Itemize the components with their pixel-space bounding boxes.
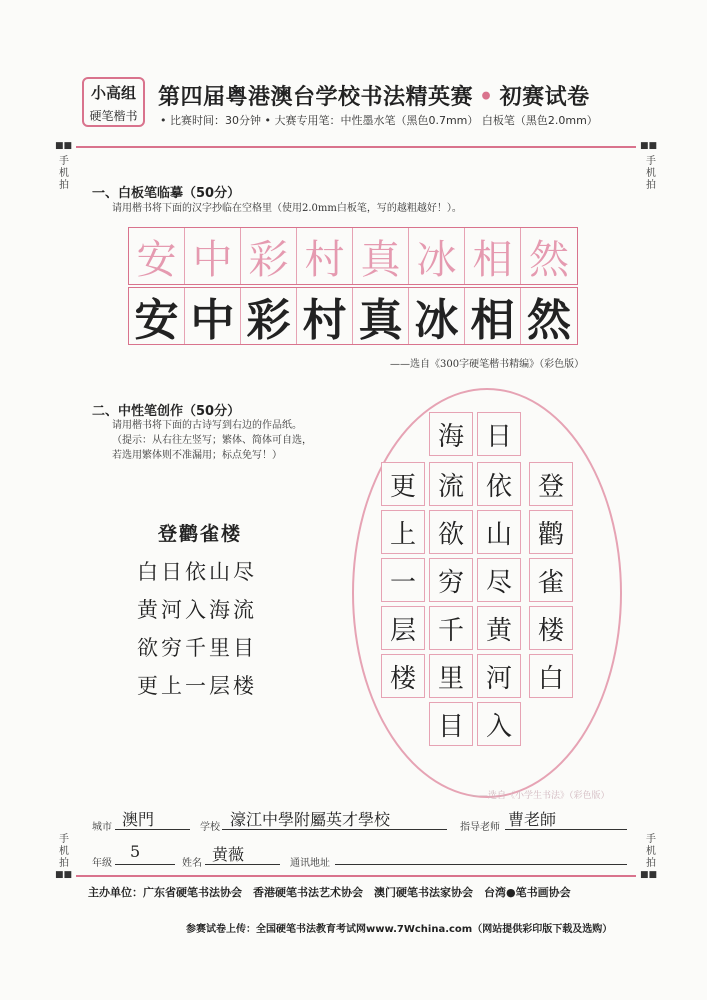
written-char: 村	[297, 288, 353, 344]
artwork-char: 目	[429, 702, 473, 746]
artwork-char: 层	[381, 606, 425, 650]
city-value: 澳門	[122, 810, 155, 829]
model-char: 相	[465, 228, 521, 284]
artwork-char: 一	[381, 558, 425, 602]
school-label: 学校	[200, 822, 220, 833]
artwork-faint-note: ——选自《小学生书法》（彩色版）	[470, 791, 610, 801]
artwork-char: 鹳	[529, 510, 573, 554]
teacher-value: 曹老師	[508, 810, 557, 829]
model-char: 安	[129, 228, 185, 284]
teacher-underline	[505, 829, 627, 830]
city-label: 城市	[92, 822, 112, 833]
title-main: 第四届粤港澳台学校书法精英赛	[158, 84, 474, 110]
model-char: 村	[297, 228, 353, 284]
corner-mark-bl: ■■	[55, 870, 73, 880]
bottom-divider	[76, 875, 636, 877]
corner-mark-tl: ■■	[55, 141, 73, 151]
artwork-char: 河	[477, 654, 521, 698]
group-badge	[82, 77, 145, 127]
artwork-char: 黄	[477, 606, 521, 650]
section2-instructions	[112, 418, 312, 463]
artwork-char: 尽	[477, 558, 521, 602]
school-underline	[222, 829, 447, 830]
poem-line: 黄河入海流	[137, 598, 257, 622]
written-char: 真	[353, 288, 409, 344]
written-char: 中	[185, 288, 241, 344]
artwork-column-1	[529, 462, 573, 698]
poem-title: 登鹳雀楼	[158, 523, 243, 545]
artwork-char: 流	[429, 462, 473, 506]
group-sub-label: 硬笔楷书	[89, 109, 138, 123]
written-char: 安	[129, 288, 185, 344]
artwork-char: 楼	[381, 654, 425, 698]
poem-line: 更上一层楼	[137, 674, 257, 698]
model-char: 中	[185, 228, 241, 284]
written-char: 然	[527, 295, 571, 346]
corner-mark-br: ■■	[640, 870, 658, 880]
address-underline	[335, 864, 627, 865]
side-label-right-bottom: 手机拍	[646, 834, 656, 869]
section1-instruction: 请用楷书将下面的汉字抄临在空格里（使用2.0mm白板笔，写的越粗越好！）。	[112, 203, 462, 214]
name-underline	[205, 864, 280, 865]
artwork-char: 依	[477, 462, 521, 506]
artwork-char: 山	[477, 510, 521, 554]
artwork-char: 登	[529, 462, 573, 506]
written-char: 冰	[409, 288, 465, 344]
artwork-char: 穷	[429, 558, 473, 602]
side-label-right-top: 手机拍	[646, 156, 656, 191]
model-char: 彩	[241, 228, 297, 284]
written-char: 彩	[241, 288, 297, 344]
address-label: 通讯地址	[290, 858, 330, 869]
model-char: 真	[353, 228, 409, 284]
section1-source: ——选自《300字硬笔楷书精编》（彩色版）	[390, 359, 585, 370]
artwork-char: 楼	[529, 606, 573, 650]
instruction-line: 请用楷书将下面的古诗写到右边的作品纸。	[112, 420, 302, 431]
artwork-char: 上	[381, 510, 425, 554]
upload-note: 参赛试卷上传：全国硬笔书法教育考试网www.7Wchina.com（网站提供彩印版下载及选购）	[186, 924, 613, 935]
page-title	[158, 80, 590, 111]
organizers: 主办单位：广东省硬笔书法协会 香港硬笔书法艺术协会 澳门硬笔书法家协会 台湾●笔书画协会	[88, 886, 571, 899]
artwork-char: 海	[429, 412, 473, 456]
page-subtitle: • 比赛时间：30分钟 • 大赛专用笔：中性墨水笔（黑色0.7mm） 白板笔（黑色2.0mm）	[160, 114, 598, 127]
artwork-char: 里	[429, 654, 473, 698]
section2-heading: 二、中性笔创作（50分）	[92, 404, 241, 419]
side-label-left-bottom: 手机拍	[59, 834, 69, 869]
school-value: 濠江中學附屬英才學校	[230, 810, 391, 829]
model-char: 冰	[409, 228, 465, 284]
artwork-char: 千	[429, 606, 473, 650]
teacher-label: 指导老师	[460, 822, 500, 833]
model-char: 然	[529, 236, 569, 283]
name-value: 黄薇	[212, 845, 245, 864]
artwork-char: 雀	[529, 558, 573, 602]
written-character-row	[128, 287, 578, 345]
artwork-column-3	[429, 412, 473, 746]
artwork-char: 日	[477, 412, 521, 456]
group-label: 小高组	[90, 84, 136, 102]
written-char: 相	[465, 288, 521, 344]
artwork-char: 更	[381, 462, 425, 506]
artwork-char: 欲	[429, 510, 473, 554]
title-tail: 初赛试卷	[499, 84, 590, 110]
instruction-line: 若选用繁体则不准漏用；标点免写！）	[112, 450, 282, 461]
top-divider	[76, 146, 636, 148]
title-dot: •	[479, 84, 494, 110]
side-label-left-top: 手机拍	[59, 156, 69, 191]
artwork-char: 白	[529, 654, 573, 698]
poem-line: 白日依山尽	[137, 560, 257, 584]
corner-mark-tr: ■■	[640, 141, 658, 151]
grade-underline	[115, 864, 175, 865]
city-underline	[115, 829, 190, 830]
artwork-column-4	[381, 462, 425, 698]
instruction-line: （提示：从右往左竖写；繁体、简体可自选，	[112, 435, 312, 446]
poem-line: 欲穷千里目	[137, 636, 257, 660]
grade-value: 5	[130, 842, 141, 861]
model-character-row	[128, 227, 578, 285]
grade-label: 年级	[92, 858, 112, 869]
name-label: 姓名	[182, 858, 202, 869]
section1-heading: 一、白板笔临摹（50分）	[92, 186, 241, 201]
poem-text	[137, 553, 257, 705]
artwork-column-2	[477, 412, 521, 746]
artwork-char: 入	[477, 702, 521, 746]
